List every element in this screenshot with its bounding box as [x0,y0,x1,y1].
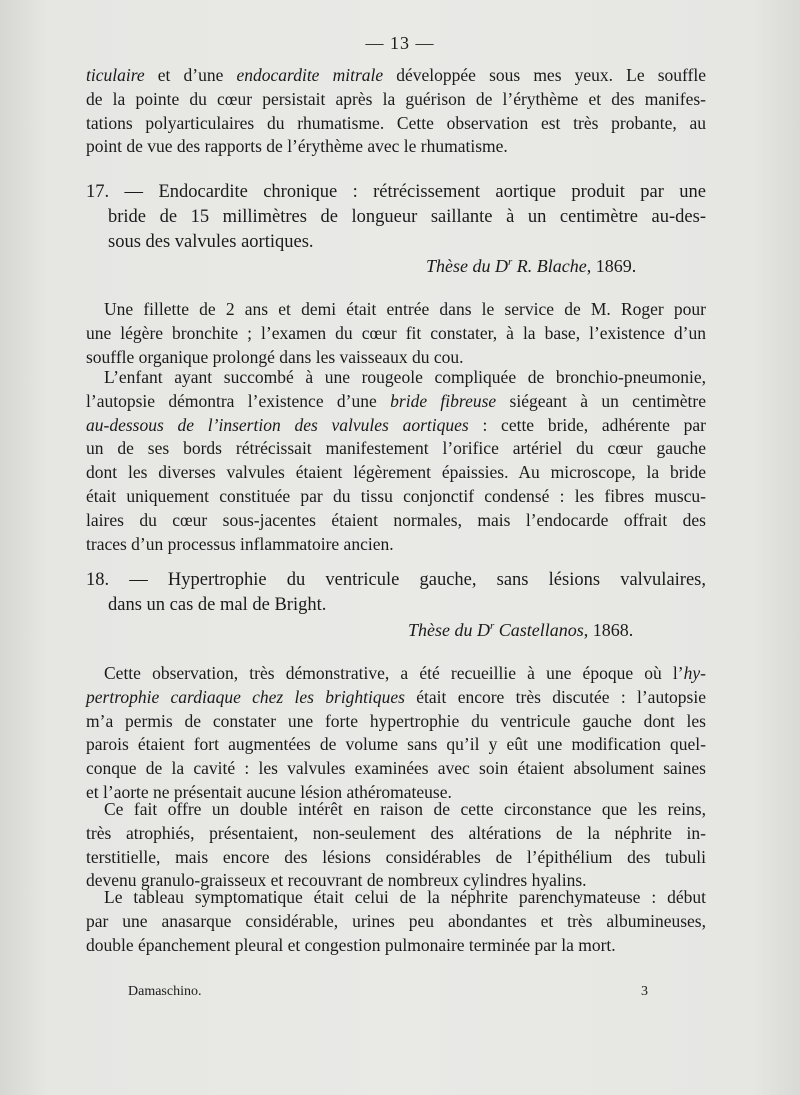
heading-line: sous des valvules aortiques. [108,232,314,252]
citation-text: Thèse du D [426,256,508,276]
paragraph-17-autopsy [86,366,706,556]
text-line: double épanchement pleural et congestion pulmonaire terminée par la mort. [86,934,616,955]
text-line: devenu granulo-graisseux et recouvrant de nombreux cylindres hyalins. [86,870,587,891]
text-line [86,662,706,686]
text-line: souffle organique prolongé dans les vaisseaux du cou. [86,346,464,367]
text-run: Cette observation, très démonstrative, a été recueillie à une époque où l’ [104,663,684,683]
text-run: développée sous mes yeux. Le souffle [383,65,707,85]
source-citation-17 [426,256,636,277]
text-line: Le tableau symptomatique était celui de la néphrite parenchymateuse : début [104,887,706,907]
italic-term: au-dessous de l’insertion des valvules aortiques [86,414,469,435]
entry-heading-17 [86,180,706,255]
paragraph-18-observation [86,662,706,805]
citation-author: R. Blache [516,256,587,276]
heading-line: dans un cas de mal de Bright. [108,595,327,615]
heading-line: 18. — Hypertrophie du ventricule gauche, sans lésions valvulaires, [86,570,706,590]
heading-line: 17. — Endocardite chronique : rétrécissement aortique produit par une [86,182,706,202]
text-line: m’a permis de constater une forte hypertrophie du ventricule gauche dont les [86,710,706,731]
footer-sheet-number: 3 [641,984,648,999]
text-line: était uniquement constituée par du tissu conjonctif condensé : les fibres muscu- [86,485,706,506]
text-line: tations polyarticulaires du rhumatisme. Cette observation est très probante, au [86,112,706,133]
text-line [86,414,706,438]
paragraph-17-intro [86,298,706,369]
citation-year: , 1869. [586,256,637,276]
citation-sup: r [490,620,495,632]
heading-line: bride de 15 millimètres de longueur saillante à un centimètre au-des- [108,207,706,227]
text-line: L’enfant ayant succombé à une rougeole compliquée de bronchio-pneumonie, [104,367,706,387]
text-line: un de ses bords rétrécissait manifestement l’orifice artériel du cœur gauche [86,438,706,459]
citation-year: , 1868. [583,620,634,640]
source-citation-18 [408,620,633,641]
paragraph-18-symptoms [86,886,706,957]
entry-heading-18 [86,568,706,618]
italic-term: hy- [683,663,706,683]
text-line: laires du cœur sous-jacentes étaient normales, mais l’endocarde offrait des [86,509,706,530]
text-line: Ce fait offre un double intérêt en raison de cette circonstance que les reins, [104,799,706,819]
text-line: de la pointe du cœur persistait après la guérison de l’érythème et des manifes- [86,88,706,109]
italic-term: pertrophie cardiaque chez les brightiques [86,686,405,707]
citation-author: Castellanos [498,620,584,640]
text-line: parois étaient fort augmentées de volume sans qu’il y eût une modification quel- [86,734,706,755]
text-line: dont les diverses valvules étaient légèrement épaissies. Au microscope, la bride [86,462,706,483]
text-line: traces d’un processus inflammatoire ancien. [86,533,394,554]
paragraph-continuation [86,64,706,159]
text-line [86,686,706,710]
italic-term: endocardite mitrale [236,65,384,85]
italic-term: ticulaire [86,65,145,85]
text-line: et l’aorte ne présentait aucune lésion athéromateuse. [86,781,452,802]
footer-signature: Damaschino. [128,984,202,999]
text-line: point de vue des rapports de l’érythème avec le rhumatisme. [86,136,508,157]
text-line: terstitielle, mais encore des lésions considérables de l’épithélium des tubuli [86,846,706,867]
text-run: et d’une [144,65,237,85]
text-line [86,390,706,414]
text-run: : cette bride, adhérente par [468,414,706,435]
text-run: siégeant à un centimètre [496,390,707,411]
text-line: une légère bronchite ; l’examen du cœur fit constater, à la base, l’existence d’un [86,322,706,343]
text-line: Une fillette de 2 ans et demi était entrée dans le service de M. Roger pour [104,299,706,319]
citation-sup: r [508,256,513,268]
text-line: conque de la cavité : les valvules examinées avec soin étaient absolument saines [86,758,706,779]
text-line: très atrophiés, présentaient, non-seulement des altérations de la néphrite in- [86,822,706,843]
italic-term: bride fibreuse [390,390,497,411]
text-run: était encore très discutée : l’autopsie [404,686,706,707]
paragraph-18-kidneys [86,798,706,893]
page-number: — 13 — [365,33,435,53]
text-line [86,64,706,88]
text-line: par une anasarque considérable, urines peu abondantes et très albumineuses, [86,910,706,931]
citation-text: Thèse du D [408,620,490,640]
text-run: l’autopsie démontra l’existence d’une [86,390,391,411]
